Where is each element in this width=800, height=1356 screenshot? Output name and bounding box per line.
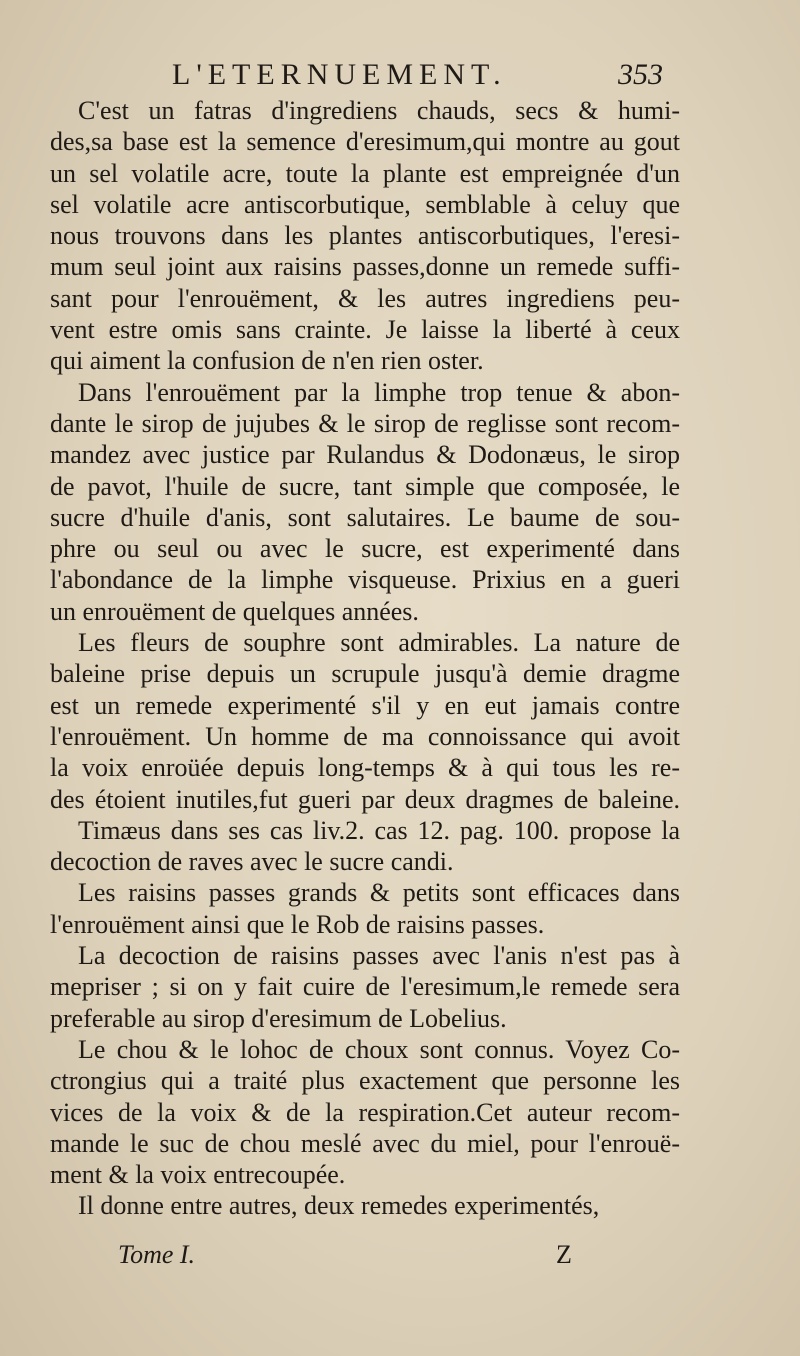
text-line: preferable au sirop d'eresimum de Lobelius. [50, 1003, 507, 1033]
text-line: Les raisins passes grands & petits sont efficaces dans [78, 878, 680, 908]
text-line: Dans l'enrouëment par la limphe trop tenue & abon- [78, 377, 680, 407]
volume-label: Tome I. [118, 1240, 196, 1269]
text-line: mepriser ; si on y fait cuire de l'eresimum,le remede sera [50, 972, 680, 1002]
text-line: est un remede experimenté s'il y en eut jamais contre [50, 690, 680, 720]
text-line: C'est un fatras d'ingrediens chauds, secs & humi- [78, 96, 680, 125]
text-line: mande le suc de chou meslé avec du miel, pour l'enrouë- [50, 1128, 680, 1158]
page-number: 353 [618, 58, 663, 91]
text-line: ctrongius qui a traité plus exactement que personne les [50, 1066, 680, 1096]
text-line: l'enrouëment ainsi que le Rob de raisins passes. [50, 909, 545, 939]
text-line: des étoient inutiles,fut gueri par deux dragmes de baleine. [50, 784, 680, 814]
text-line: sant pour l'enrouëment, & les autres ingrediens peu- [50, 283, 680, 313]
text-body [50, 95, 680, 1222]
text-line: Timæus dans ses cas liv.2. cas 12. pag. 100. propose la [78, 815, 680, 845]
text-line: vices de la voix & de la respiration.Cet auteur recom- [50, 1097, 680, 1127]
text-line: dante le sirop de jujubes & le sirop de reglisse sont recom- [50, 408, 680, 438]
text-line: Les fleurs de souphre sont admirables. La nature de [78, 628, 680, 658]
text-line: La decoction de raisins passes avec l'anis n'est pas à [78, 941, 680, 971]
text-line: phre ou seul ou avec le sucre, est experimenté dans [50, 534, 680, 564]
text-line: l'abondance de la limphe visqueuse. Prixius en a gueri [50, 565, 680, 595]
text-line: de pavot, l'huile de sucre, tant simple que composée, le [50, 471, 680, 501]
text-line: qui aiment la confusion de n'en rien oster. [50, 346, 484, 376]
text-line: vent estre omis sans crainte. Je laisse la liberté à ceux [50, 315, 680, 345]
text-line: sel volatile acre antiscorbutique, semblable à celuy que [50, 189, 680, 219]
text-line: Le chou & le lohoc de choux sont connus. Voyez Co- [78, 1034, 680, 1064]
text-line: nous trouvons dans les plantes antiscorbutiques, l'eresi- [50, 221, 680, 251]
page-footer [0, 1240, 800, 1276]
text-line: baleine prise depuis un scrupule jusqu'à demie dragme [50, 659, 680, 689]
text-line: mandez avec justice par Rulandus & Dodonæus, le sirop [50, 440, 680, 470]
text-line: decoction de raves avec le sucre candi. [50, 847, 454, 877]
text-line: sucre d'huile d'anis, sont salutaires. Le baume de sou- [50, 502, 680, 532]
text-line: un enrouëment de quelques années. [50, 596, 419, 626]
text-line: Il donne entre autres, deux remedes experimentés, [78, 1191, 600, 1221]
text-line: des,sa base est la semence d'eresimum,qui montre au gout [50, 127, 680, 157]
page-header [0, 58, 800, 98]
text-line: ment & la voix entrecoupée. [50, 1160, 346, 1190]
running-head: L'ETERNUEMENT. [172, 58, 507, 91]
text-line: un sel volatile acre, toute la plante est empreignée d'un [50, 158, 680, 188]
text-line: l'enrouëment. Un homme de ma connoissance qui avoit [50, 721, 680, 751]
text-line: mum seul joint aux raisins passes,donne un remede suffi- [50, 252, 680, 282]
signature-mark: Z [556, 1240, 572, 1269]
text-line: la voix enroüée depuis long-temps & à qui tous les re- [50, 753, 680, 783]
